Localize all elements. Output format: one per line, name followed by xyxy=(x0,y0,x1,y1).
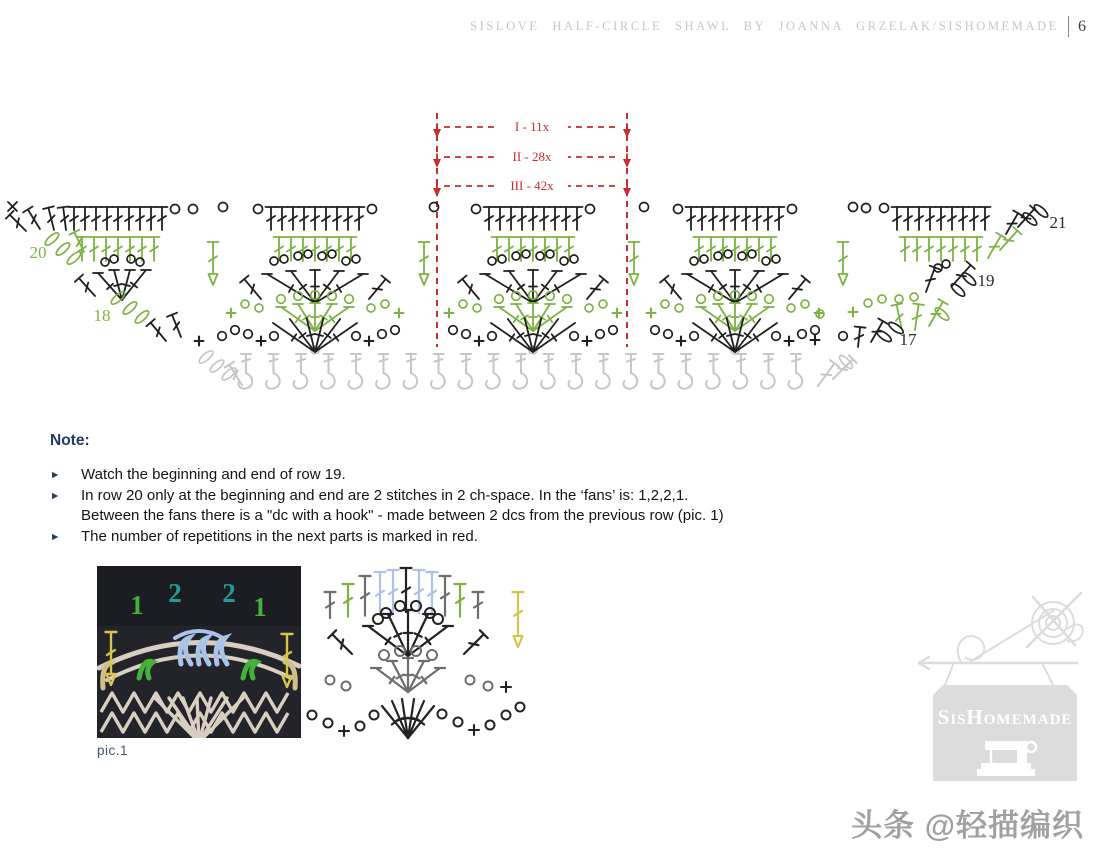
note-heading: Note: xyxy=(50,432,90,449)
svg-text:18: 18 xyxy=(93,306,111,325)
crochet-photo xyxy=(97,566,301,738)
note-bullet xyxy=(50,465,840,486)
svg-text:III - 42x: III - 42x xyxy=(510,178,554,193)
svg-text:II - 28x: II - 28x xyxy=(512,149,552,164)
svg-text:20: 20 xyxy=(29,243,47,262)
bullet-arrow-icon: ► xyxy=(50,489,61,502)
photo-number-overlay: 2 xyxy=(168,578,182,608)
repeat-markers xyxy=(433,113,631,347)
bullet-arrow-icon: ► xyxy=(50,469,61,481)
photo-number-overlay: 2 xyxy=(222,578,236,608)
brand-text: SisHomemade xyxy=(937,705,1073,729)
svg-text:21: 21 xyxy=(1049,213,1067,232)
note-bullet-text: The number of repetitions in the next parts is marked in red. xyxy=(81,527,478,545)
page-number: 6 xyxy=(1078,17,1086,35)
row-17 xyxy=(146,313,904,352)
note-section xyxy=(50,432,840,547)
svg-text:I - 11x: I - 11x xyxy=(514,119,550,134)
foundation-row xyxy=(197,346,856,389)
note-bullet xyxy=(50,486,840,527)
row-number-labels xyxy=(30,213,1067,349)
document-title: SISLOVE HALF-CIRCLE SHAWL BY JOANNA GRZELAK/SISHOMEMADE xyxy=(470,19,1059,33)
svg-text:17: 17 xyxy=(899,330,917,349)
social-watermark: 头条 @轻描编织 xyxy=(851,808,1084,843)
photo-number-overlay: 1 xyxy=(253,592,267,622)
bullet-arrow-icon: ► xyxy=(50,530,61,543)
photo-number-overlay: 1 xyxy=(130,590,144,620)
row-21 xyxy=(6,202,1050,237)
fan-detail-diagram xyxy=(300,556,562,754)
note-list xyxy=(50,465,840,547)
sewing-machine-icon xyxy=(977,769,1035,776)
svg-text:19: 19 xyxy=(977,271,995,290)
note-bullet-text: In row 20 only at the beginning and end are 2 stitches in 2 ch-space. In the ‘fans’ is: 1,2,2,1. Between the fans there is a "dc with a hook" - made between 2 dcs from the previous row (pic. 1) xyxy=(81,486,724,524)
sishomemade-watermark xyxy=(915,583,1095,781)
note-bullet xyxy=(50,527,840,548)
photo-caption: pic.1 xyxy=(97,743,129,758)
note-bullet-text: Watch the beginning and end of row 19. xyxy=(81,466,346,483)
